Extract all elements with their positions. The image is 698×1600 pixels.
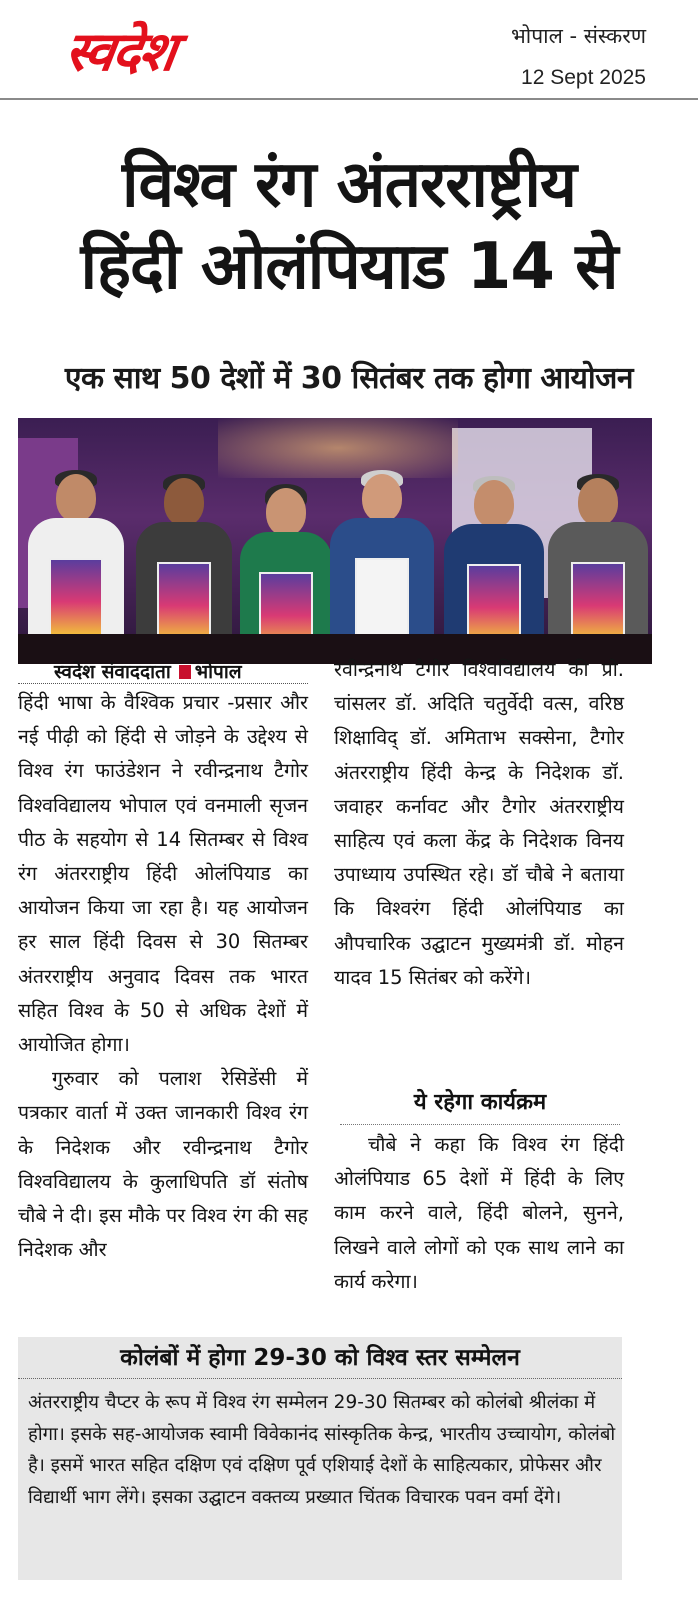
byline-place: भोपाल [194, 661, 242, 683]
headline-line-1: विश्व रंग अंतरराष्ट्रीय [121, 148, 577, 222]
masthead [0, 0, 698, 100]
sidebar-box-text: अंतरराष्ट्रीय चैप्टर के रूप में विश्व रंग सम्मेलन 29-30 सितम्बर को कोलंबो श्रीलंका में होगा। इसके सह-आयोजक स्वामी विवेकानंद सांस्कृतिक केन्द्र, भारतीय उच्चायोग, कोलंबो है। इसमें भारत सहित दक्षिण एवं दक्षिण पूर्व एशियाई देशों के साहित्यकार, प्रोफेसर और विद्यार्थी भाग लेंगे। इसका उद्घाटन वक्तव्य प्रख्यात चिंतक विचारक पवन वर्मा देंगे। [28, 1392, 616, 1508]
olympiad-poster [157, 562, 211, 642]
byline-square-icon [179, 665, 191, 679]
byline [18, 658, 308, 684]
byline-source: स्वदेश संवाददाता [54, 661, 171, 683]
article-column-right [334, 653, 624, 995]
headline-line-2: हिंदी ओलंपियाड 14 से [80, 230, 618, 304]
section-heading: ये रहेगा कार्यक्रम [340, 1086, 620, 1125]
sidebar-box [18, 1337, 622, 1580]
subheadline: एक साथ 50 देशों में 30 सितंबर तक होगा आयोजन [64, 361, 634, 396]
olympiad-poster [467, 564, 521, 644]
photo-stage-light [218, 418, 458, 478]
article-paragraph: चौबे ने कहा कि विश्व रंग हिंदी ओलंपियाड 65 देशों में हिंदी के लिए काम करने वाले, हिंदी बोलने, सुनने, लिखने वाले लोगों को एक साथ लाने का कार्य करेगा। [334, 1133, 624, 1293]
newspaper-logo: स्वदेश [61, 20, 179, 83]
sidebar-box-title: कोलंबों में होगा 29-30 को विश्व स्तर सम्मेलन [18, 1337, 622, 1379]
article-paragraph: हिंदी भाषा के वैश्विक प्रचार -प्रसार और नई पीढ़ी को हिंदी से जोड़ने के उद्देश्य से विश्व रंग फाउंडेशन ने रवीन्द्रनाथ टैगोर विश्वविद्यालय भोपाल एवं वनमाली सृजन पीठ के सहयोग से 14 सितम्बर से विश्व रंग अंतरराष्ट्रीय हिंदी ओलंपियाड का आयोजन किया जा रहा है। यह आयोजन हर साल हिंदी दिवस से 30 सितम्बर अंतरराष्ट्रीय अनुवाद दिवस तक भारत सहित विश्व के 50 से अधिक देशों में आयोजित होगा। [18, 691, 308, 1057]
article-paragraph: गुरुवार को पलाश रेसिडेंसी में पत्रकार वार्ता में उक्त जानकारी विश्व रंग के निदेशक और रवीन्द्रनाथ टैगोर विश्वविद्यालय के कुलाधिपति डॉ संतोष चौबे ने दी। इस मौके पर विश्व रंग की सह निदेशक और [18, 1067, 308, 1262]
edition-date: 12 Sept 2025 [521, 66, 646, 89]
event-photo [18, 418, 652, 664]
olympiad-poster [355, 558, 409, 638]
article-paragraph: रवीन्द्रनाथ टैगोर विश्वविद्यालय की प्रो. चांसलर डॉ. अदिति चतुर्वेदी वत्स, वरिष्ठ शिक्षाविद् डॉ. अमिताभ सक्सेना, टैगोर अंतरराष्ट्रीय हिंदी केन्द्र के निदेशक डॉ. जवाहर कर्नावट और टैगोर अंतरराष्ट्रीय साहित्य एवं कला केंद्र के निदेशक विनय उपाध्याय उपस्थित रहे। डॉ चौबे ने बताया कि विश्वरंग हिंदी ओलंपियाड का औपचारिक उद्घाटन मुख्यमंत्री डॉ. मोहन यादव 15 सितंबर को करेंगे। [334, 658, 624, 989]
article-column-left [18, 686, 308, 1267]
article-column-right-lower [334, 1128, 624, 1299]
olympiad-poster [49, 558, 103, 638]
olympiad-poster [571, 562, 625, 642]
edition-label: भोपाल - संस्करण [511, 24, 646, 48]
